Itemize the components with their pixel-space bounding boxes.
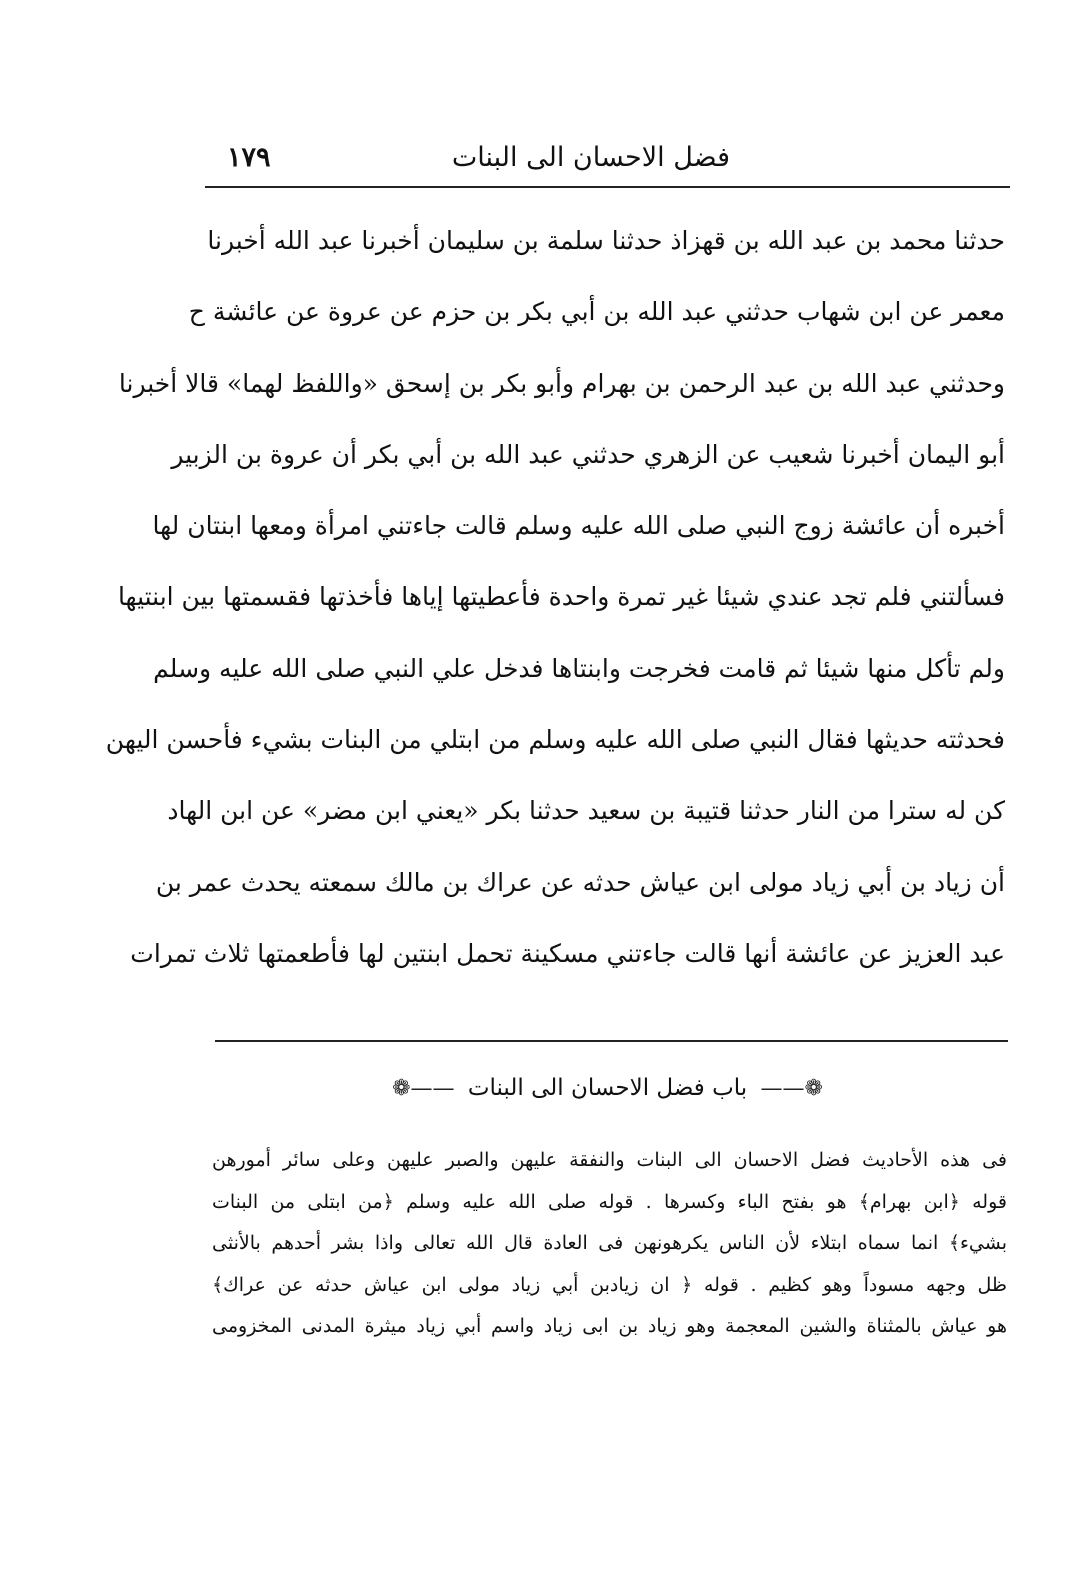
hadith-line: أبو اليمان أخبرنا شعيب عن الزهري حدثني عبد الله بن أبي بكر أن عروة بن الزبير bbox=[171, 439, 1005, 469]
commentary-line: فى هذه الأحاديث فضل الاحسان الى البنات والنفقة عليهن والصبر عليهن وعلى سائر أمورهن bbox=[212, 1149, 1007, 1171]
header-rule bbox=[205, 186, 1010, 188]
hadith-line: فحدثته حديثها فقال النبي صلى الله عليه وسلم من ابتلي من البنات بشيء فأحسن اليهن bbox=[105, 725, 1005, 755]
hadith-line: أخبره أن عائشة زوج النبي صلى الله عليه وسلم قالت جاءتني امرأة ومعها ابنتان لها bbox=[152, 511, 1005, 541]
section-rule bbox=[215, 1040, 1008, 1042]
commentary-line: هو عياش بالمثناة والشين المعجمة وهو زياد بن ابى زياد واسم أبي زياد ميثرة المدنى المخزومى bbox=[212, 1315, 1007, 1337]
hadith-line: فسألتني فلم تجد عندي شيئا غير تمرة واحدة فأعطيتها إياها فأخذتها فقسمتها بين ابنتيها bbox=[117, 582, 1005, 612]
hadith-line: كن له سترا من النار حدثنا قتيبة بن سعيد حدثنا بكر «يعني ابن مضر» عن ابن الهاد bbox=[167, 796, 1005, 826]
running-title: فضل الاحسان الى البنات bbox=[451, 142, 730, 173]
page-header bbox=[205, 138, 1010, 188]
commentary-line: ظل وجهه مسوداً وهو كظيم . قوله ﴿ ان زيادبن أبي زياد مولى ابن عياش حدثه عن عراك﴾ bbox=[212, 1273, 1007, 1296]
hadith-line: وحدثني عبد الله بن عبد الرحمن بن بهرام وأبو بكر بن إسحق «واللفظ لهما» قالا أخبرنا bbox=[118, 368, 1005, 398]
chapter-title: باب فضل الاحسان الى البنات bbox=[467, 1075, 748, 1101]
commentary-block bbox=[212, 1140, 1007, 1348]
hadith-line: حدثنا محمد بن عبد الله بن قهزاذ حدثنا سلمة بن سليمان أخبرنا عبد الله أخبرنا bbox=[207, 226, 1005, 255]
hadith-line: أن زياد بن أبي زياد مولى ابن عياش حدثه عن عراك بن مالك سمعته يحدث عمر بن bbox=[155, 867, 1005, 897]
ornament-left: ——❁ bbox=[392, 1076, 455, 1101]
page-number: ١٧٩ bbox=[227, 142, 271, 173]
ornament-right: ❁—— bbox=[760, 1076, 823, 1101]
chapter-heading bbox=[210, 1075, 1005, 1101]
commentary-line: بشيء﴾ انما سماه ابتلاء لأن الناس يكرهونهن فى العادة قال الله تعالى واذا بشر أحدهم بالأنثى bbox=[212, 1232, 1007, 1254]
hadith-line: عبد العزيز عن عائشة أنها قالت جاءتني مسكينة تحمل ابنتين لها فأطعمتها ثلاث تمرات bbox=[130, 938, 1005, 968]
commentary-line: قوله ﴿ابن بهرام﴾ هو بفتح الباء وكسرها . قوله صلى الله عليه وسلم ﴿من ابتلى من البنات bbox=[212, 1190, 1007, 1213]
hadith-line: ولم تأكل منها شيئا ثم قامت فخرجت وابنتاها فدخل علي النبي صلى الله عليه وسلم bbox=[153, 653, 1005, 683]
hadith-line: معمر عن ابن شهاب حدثني عبد الله بن أبي بكر بن حزم عن عروة عن عائشة ح bbox=[188, 297, 1005, 327]
hadith-text-block bbox=[105, 205, 1005, 989]
